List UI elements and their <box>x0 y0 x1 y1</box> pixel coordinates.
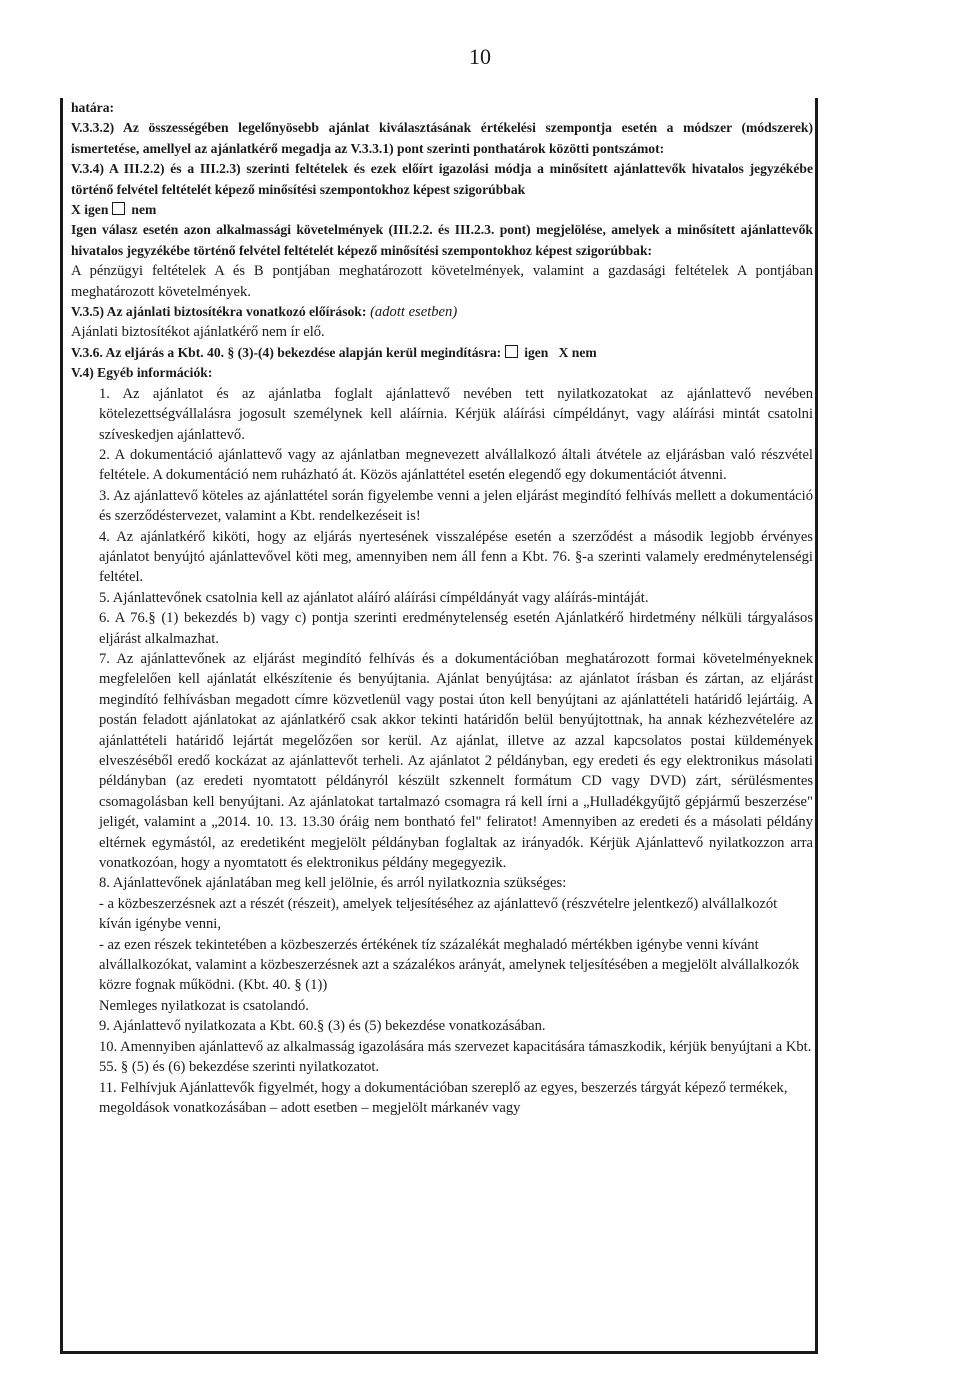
v35-text: Ajánlati biztosítékot ajánlatkérő nem ír elő. <box>71 324 325 341</box>
v34-paragraph: V.3.4) A III.2.2) és a III.2.3) szerinti feltételek és ezek előírt igazolási módja a minősített ajánlattevők hivatalos jegyzékébe történő felvétel feltételét képező minősítési szempontokhoz képest szigorúbbak <box>71 161 813 197</box>
info-item-5: 5. Ajánlattevőnek csatolnia kell az ajánlatot aláíró aláírási címpéldányát vagy aláírás-mintáját. <box>99 589 649 606</box>
checkbox-icon <box>112 202 125 215</box>
info-item-9: 9. Ajánlattevő nyilatkozata a Kbt. 60.§ (3) és (5) bekezdése vonatkozásában. <box>99 1018 546 1035</box>
info-item-2: 2. A dokumentáció ajánlattevő vagy az ajánlatban megnevezett alvállalkozó általi átvétele az eljárásban való részvétel feltétele. A dokumentáció nem ruházható át. Közös ajánlattétel esetén elegendő egy dokumentációt átvenni. <box>99 446 813 484</box>
igen-valasz-paragraph: Igen válasz esetén azon alkalmassági követelmények (III.2.2. és III.2.3. pont) megjelölése, amelyek a minősített ajánlattevők hivatalos jegyzékébe történő felvétel feltételét képező minősítési szempontokhoz képest szigorúbbak: <box>71 222 813 258</box>
info-item-8-intro: 8. Ajánlattevőnek ajánlatában meg kell jelölnie, és arról nyilatkoznia szükséges: <box>99 875 567 892</box>
info-item-8-a: - a közbeszerzésnek azt a részét (részeit), amelyek teljesítéséhez az ajánlattevő (részvételre jelentkező) alvállalkozót kíván igénybe venni, <box>99 895 778 933</box>
info-item-8-c: Nemleges nyilatkozat is csatolandó. <box>99 997 309 1014</box>
info-item-3: 3. Az ajánlattevő köteles az ajánlattétel során figyelembe venni a jelen eljárást megindító felhívás mellett a dokumentáció és szerződéstervezet, valamint a Kbt. rendelkezéseit is! <box>99 487 813 525</box>
v36-line <box>71 343 813 363</box>
v332-paragraph: V.3.3.2) Az összességében legelőnyösebb ajánlat kiválasztásának értékelési szempontja esetén a módszer (módszerek) ismertetése, amellyel az ajánlatkérő megadja az V.3.3.1) pont szerinti ponthatárok közötti pontszámot: <box>71 120 813 156</box>
hatara-label: határa: <box>71 100 115 115</box>
v35-title: V.3.5) Az ajánlati biztosítékra vonatkozó előírások: <box>71 304 367 320</box>
v4-title: V.4) Egyéb információk: <box>71 365 213 381</box>
info-item-7: 7. Az ajánlattevőnek az eljárást megindító felhívás és a dokumentációban meghatározott formai követelményeknek megfelelően kell ajánlatát elkészítenie és benyújtania. Ajánlat benyújtása: az ajánlatot írásban és zártan, az eljárást megindító felhívásban megadott címre közvetlenül vagy postai úton kell benyújtani az ajánlattételi határidő lejártáig. A postán feladott ajánlatokat az ajánlatkérő csak akkor tekinti határidőn belül benyújtottnak, ha annak kézhezvételére az ajánlattételi határidő lejártát megelőzően sor kerül. Az ajánlat, illetve az azzal kapcsolatos postai küldemények elveszéséből eredő kockázat az ajánlattevőt terheli. Az ajánlatot 2 példányban, egy eredeti és egy elektronikus másolati példányban (az eredeti nyomtatott példányról készült szkennelt formátum CD vagy DVD) zárt, sérülésmentes csomagolásban kell benyújtani. Az ajánlatokat tartalmazó csomagra rá kell írni a „Hulladékgyűjtő gépjármű beszerzése" jeligét, valamint a „2014. 10. 13. 13.30 óráig nem bontható fel" feliratot! Amennyiben az eredeti és a másolati példány eltérnek egymástól, az eredetiként megjelölt példányban foglaltak az irányadók. Kérjük Ajánlattevő nyilatkozzon arra vonatkozóan, hogy a nyomtatott és elektronikus példány megegyezik. <box>99 650 813 872</box>
v34-yes-option: X igen <box>71 202 109 218</box>
info-item-8-b: - az ezen részek tekintetében a közbeszerzés értékének tíz százalékát meghaladó mértékben igénybe venni kívánt alvállalkozókat, valamint a közbeszerzésnek azt a százalékos arányát, amelynek teljesítésében a megjelölt alvállalkozók közre fognak működni. (Kbt. 40. § (1)) <box>99 936 800 994</box>
v34-no-option: nem <box>131 202 157 218</box>
info-item-4: 4. Az ajánlatkérő kiköti, hogy az eljárás nyertesének visszalépése esetén a szerződést a második legjobb érvényes ajánlatot benyújtó ajánlattevővel köti meg, amennyiben nem áll fenn a Kbt. 76. §-a szerinti valamely eredménytelenségi feltétel. <box>99 528 813 586</box>
info-item-11: 11. Felhívjuk Ajánlattevők figyelmét, hogy a dokumentációban szereplő az egyes, beszerzés tárgyát képező termékek, megoldások vonatkozásában – adott esetben – megjelölt márkanév vagy <box>99 1079 788 1116</box>
checkbox-icon <box>505 345 518 358</box>
v35-note: (adott esetben) <box>370 304 458 321</box>
v36-yes-option: igen <box>524 344 549 360</box>
v36-no-option: X nem <box>558 344 597 360</box>
info-item-6: 6. A 76.§ (1) bekezdés b) vagy c) pontja szerinti eredménytelenség esetén Ajánlatkérő hirdetmény nélküli tárgyalásos eljárást alkalmazhat. <box>99 610 813 647</box>
v35-heading <box>71 302 813 322</box>
info-item-10: 10. Amennyiben ajánlattevő az alkalmasság igazolására más szervezet kapacitására támaszkodik, kérjük benyújtani a Kbt. 55. § (5) és (6) bekezdése szerinti nyilatkozatot. <box>99 1038 812 1076</box>
v36-text: V.3.6. Az eljárás a Kbt. 40. § (3)-(4) bekezdése alapján kerül megindításra: <box>71 344 502 360</box>
document-body <box>71 98 813 1118</box>
penzugyi-paragraph: A pénzügyi feltételek A és B pontjában meghatározott követelmények, valamint a gazdasági feltételek A pontjában meghatározott követelmények. <box>71 263 813 300</box>
page-number: 10 <box>469 44 491 69</box>
v34-choice <box>71 200 813 220</box>
info-item-1: 1. Az ajánlatot és az ajánlatba foglalt ajánlattevő nevében tett nyilatkozatokat az ajánlattevő nevében kötelezettségvállalásra jogosult személynek kell aláírnia. Kérjük aláírási címpéldányt, vagy aláírási mintát csatolni szíveskedjen ajánlattevő. <box>99 385 813 443</box>
